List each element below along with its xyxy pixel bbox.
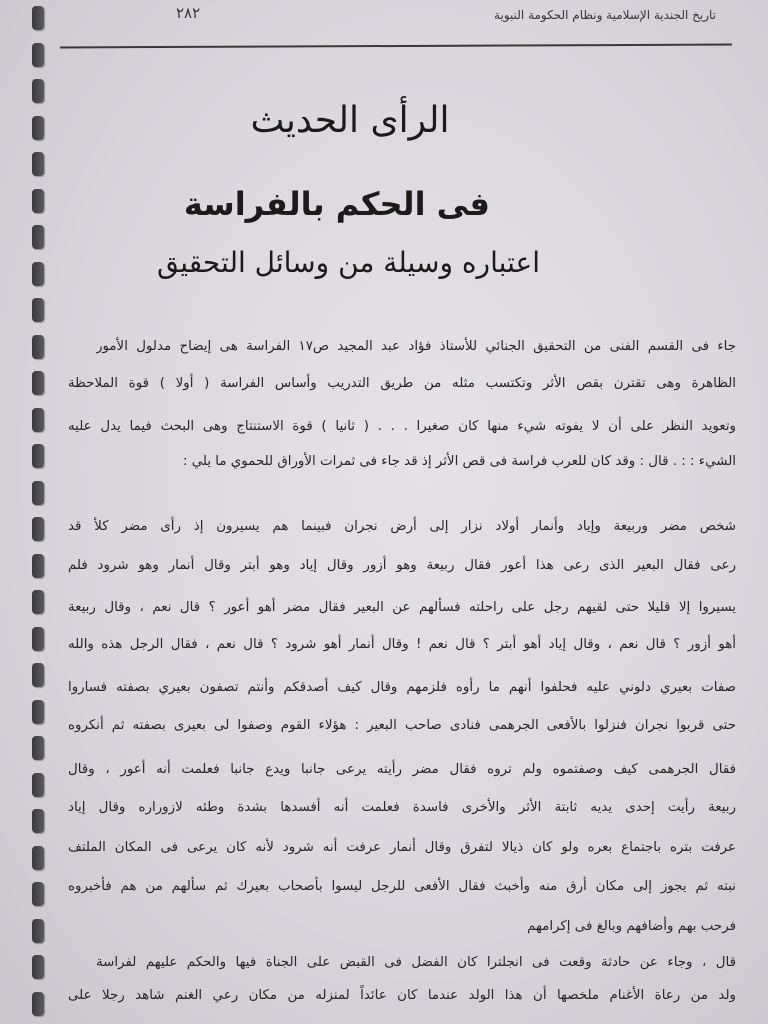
text-line: نبته ثم يجوز إلى مكان أرق منه وأخبث فقال الأفعى للرجل ليسوا بأصحاب بعيرك ثم سألهم من هم فأخبروه xyxy=(68,879,736,894)
binder-hole xyxy=(32,152,44,176)
binder-hole xyxy=(32,262,44,286)
binder-hole xyxy=(32,700,44,724)
binder-hole xyxy=(32,335,44,359)
binder-hole xyxy=(32,554,44,578)
text-line: عرفت بتره باجتماع بعره ولو كان ذيالا لتفرق وقال أنمار عرفت أنه شرود لأنه كان يرعى فى المكان الملتف xyxy=(68,840,736,855)
page-number: ٢٨٢ xyxy=(176,4,201,22)
text-line: ربيعة رأيت إحدى يديه ثابتة الأثر والأخرى فاسدة فعلمت أنه أفسدها بشدة وطئه لازوراره وقال إياد xyxy=(68,800,736,815)
binder-hole xyxy=(32,992,44,1016)
binder-hole xyxy=(32,43,44,67)
text-line: الظاهرة وهى تقترن بقص الأثر وتكتسب مثله من طريق التدريب وأساس الفراسة ( أولا ) قوة الملاحظة xyxy=(68,376,736,391)
binder-hole xyxy=(32,809,44,833)
text-line: الشيء : : . قال : وقد كان للعرب فراسة فى قص الأثر إذ قد جاء فى ثمرات الأوراق للحموي ما يلي : xyxy=(182,454,736,469)
header-rule xyxy=(60,44,732,49)
binder-hole xyxy=(32,371,44,395)
text-line: فقال الجرهمى كيف وصفتموه ولم تروه فقال مضر رأيته يرعى جانبا ويدع جانبا فعلمت أنه أعور ، وقال xyxy=(68,762,736,777)
binder-hole xyxy=(32,298,44,322)
running-title: تاريخ الجندية الإسلامية ونظام الحكومة النبوية xyxy=(494,8,716,22)
text-line: شخص مضر وربيعة وإياد وأنمار أولاد نزار إلى أرض نجران فبينما هم يسيرون إذ رأى مضر كلأ قد xyxy=(68,519,736,534)
binder-hole xyxy=(32,627,44,651)
binder-hole xyxy=(32,408,44,432)
binder-hole xyxy=(32,6,44,30)
text-line: قال ، وجاء عن حادثة وقعت فى انجلترا كان الفضل فى القبض على الجناة فيها والحكم عليهم لفراسة xyxy=(96,955,736,970)
text-line: حتى قربوا نجران فنزلوا بالأفعى الجرهمى فنادى صاحب البعير : هؤلاء القوم وصفوا لى بعيرى بصفته ثم أنكروه xyxy=(68,718,736,733)
binder-holes xyxy=(32,0,48,1024)
binder-hole xyxy=(32,846,44,870)
binder-hole xyxy=(32,116,44,140)
text-line: صفات بعيري دلوني عليه فحلفوا أنهم ما رأوه فلزمهم وقال كيف أصدقكم وأنتم تصفون بعيري بصفته فساروا xyxy=(68,680,736,695)
binder-hole xyxy=(32,444,44,468)
binder-hole xyxy=(32,189,44,213)
binder-hole xyxy=(32,225,44,249)
text-line: أهو أزور ؟ قال نعم ، وقال إياد أهو أبتر ؟ قال نعم ! وقال أنمار أهو شرود ؟ قال نعم ، فقال الرجل هذه والله xyxy=(68,637,736,652)
binder-hole xyxy=(32,955,44,979)
section-title: الرأى الحديث xyxy=(250,100,450,141)
text-line: رعى فقال البعير الذى رعى هذا أعور فقال ربيعة وهو أزور وقال إياد وهو أبتر وقال أنمار وهو شرود فلم xyxy=(68,558,736,573)
text-line: يسيروا إلا قليلا حتى لقيهم رجل على راحلته فسألهم عن البعير فقال مضر أهو أعور ؟ قال نعم ، وقال ربيعة xyxy=(68,600,736,615)
text-line: وتعويد النظر على أن لا يفوته شيء منها كان صغيرا . . . ( ثانيا ) قوة الاستنتاج وهى البحث فيما يدل عليه xyxy=(68,419,736,434)
binder-hole xyxy=(32,481,44,505)
section-subtitle: فى الحكم بالفراسة xyxy=(183,185,490,223)
text-line: ولد من رعاة الأغنام ملخصها أن هذا الولد عندما كان عائداً لمنزله من مكان رعي الغنم شاهد رجلا على xyxy=(68,988,736,1003)
binder-hole xyxy=(32,882,44,906)
binder-hole xyxy=(32,79,44,103)
binder-hole xyxy=(32,517,44,541)
section-subtitle-2: اعتباره وسيلة من وسائل التحقيق xyxy=(156,246,540,279)
binder-hole xyxy=(32,736,44,760)
binder-hole xyxy=(32,590,44,614)
binder-hole xyxy=(32,919,44,943)
text-line: فرحب بهم وأضافهم وبالغ فى إكرامهم xyxy=(527,919,736,934)
binder-hole xyxy=(32,663,44,687)
binder-hole xyxy=(32,773,44,797)
text-line: جاء فى القسم الفنى من التحقيق الجنائي للأستاذ فؤاد عبد المجيد ص١٧ الفراسة هى إيضاح مدلول الأمور xyxy=(96,339,736,354)
page-header xyxy=(176,4,716,30)
